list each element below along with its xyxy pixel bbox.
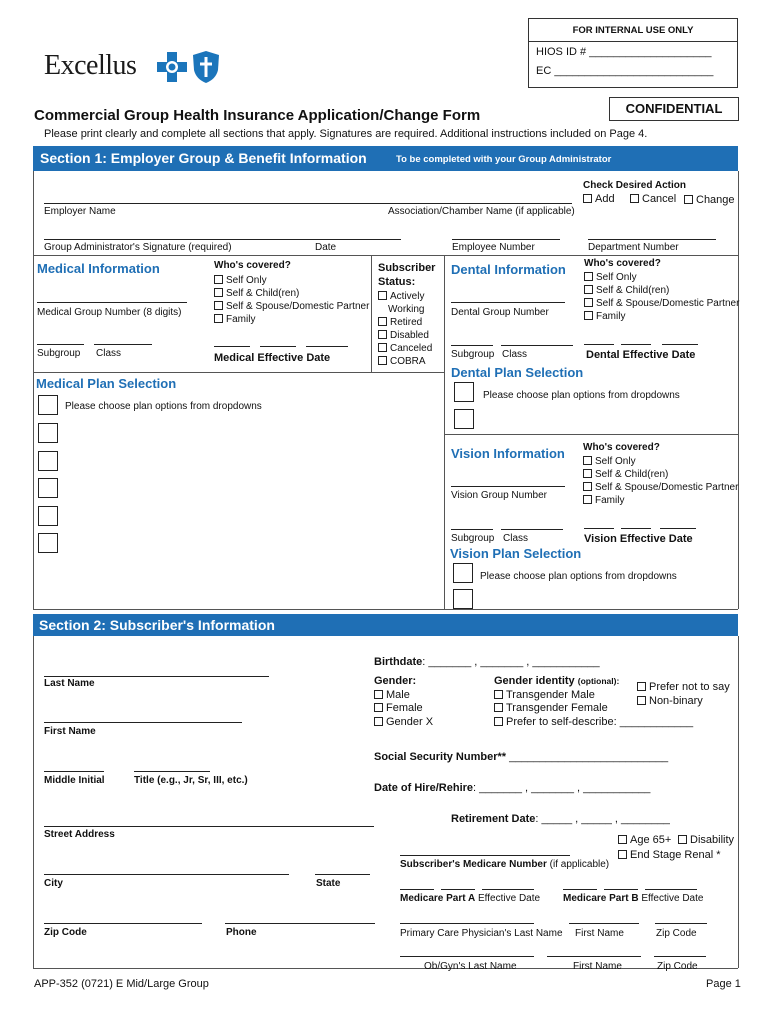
dental-group-number-label: Dental Group Number (451, 307, 549, 318)
checkbox[interactable] (618, 835, 627, 844)
medical-effective-date: Medical Effective Date (214, 352, 331, 364)
city-label: City (44, 878, 63, 889)
phone-label: Phone (226, 927, 257, 938)
pcp-zip-label: Zip Code (656, 928, 697, 939)
checkbox[interactable] (214, 314, 223, 323)
medical-group-number-label: Medical Group Number (8 digits) (37, 307, 182, 318)
checkbox[interactable] (374, 690, 383, 699)
retirement-date-field[interactable]: Retirement Date: _____ , _____ , ________ (451, 813, 670, 825)
birthdate-field[interactable]: Birthdate: _______ , _______ , ___________ (374, 656, 600, 668)
action-add[interactable]: Add (583, 193, 615, 205)
vision-coverage-options (583, 455, 738, 507)
dental-info-title: Dental Information (451, 262, 566, 277)
medical-option-self-spouse[interactable]: Self & Spouse/Domestic Partner (214, 300, 369, 313)
gender-female[interactable]: Female (374, 702, 433, 716)
internal-use-box (528, 18, 738, 88)
action-change[interactable]: Change (684, 194, 735, 206)
section1-title: Section 1: Employer Group & Benefit Information (40, 150, 367, 166)
dental-option-self-spouse[interactable]: Self & Spouse/Domestic Partner (584, 297, 739, 310)
blue-cross-icon (155, 50, 189, 84)
ssn-field[interactable]: Social Security Number** __________________________ (374, 751, 669, 763)
checkbox[interactable] (583, 495, 592, 504)
medicare-part-b-label: Medicare Part B Effective Date (563, 893, 704, 904)
checkbox[interactable] (378, 330, 387, 339)
vision-plan-dropdown-1[interactable] (453, 563, 473, 583)
dental-option-self[interactable]: Self Only (584, 271, 739, 284)
state-label: State (316, 878, 341, 889)
medicare-part-a-label: Medicare Part A Effective Date (400, 893, 541, 904)
vision-subgroup-label: Subgroup (451, 533, 495, 544)
subscriber-status-title: Subscriber Status: (378, 262, 436, 288)
medicare-reason-age[interactable]: Age 65+ (618, 834, 671, 846)
medical-plan-dropdown-2[interactable] (38, 423, 58, 443)
status-canceled[interactable]: Canceled (378, 342, 432, 355)
dental-option-self-children[interactable]: Self & Child(ren) (584, 284, 739, 297)
medicare-reason-disability[interactable]: Disability (678, 834, 734, 846)
dental-class-label: Class (502, 349, 528, 360)
checkbox[interactable] (378, 317, 387, 326)
vision-option-self[interactable]: Self Only (583, 455, 738, 468)
checkbox[interactable] (618, 850, 627, 859)
medical-coverage-options (214, 274, 369, 326)
checkbox[interactable] (374, 717, 383, 726)
admin-signature-label: Group Administrator's Signature (required) (44, 242, 232, 253)
subscriber-status-options: Actively Working Retired Disabled Canceled COBRA (378, 290, 432, 368)
checkbox[interactable] (378, 356, 387, 365)
checkbox[interactable] (583, 194, 592, 203)
dental-plan-hint: Please choose plan options from dropdowns (483, 390, 680, 401)
medical-plan-dropdown-6[interactable] (38, 533, 58, 553)
medical-plan-dropdown-4[interactable] (38, 478, 58, 498)
association-label: Association/Chamber Name (if applicable) (388, 206, 575, 217)
medical-whos-covered: Who's covered? (214, 260, 291, 271)
form-title: Commercial Group Health Insurance Application/Change Form (34, 107, 481, 124)
checkbox[interactable] (630, 194, 639, 203)
checkbox[interactable] (374, 703, 383, 712)
medical-plan-hint: Please choose plan options from dropdowns (65, 401, 262, 412)
dental-coverage-options (584, 271, 739, 323)
signature-date-label: Date (315, 242, 337, 253)
vision-plan-hint: Please choose plan options from dropdowns (480, 571, 677, 582)
checkbox[interactable] (584, 298, 593, 307)
medicare-reason-esrd[interactable]: End Stage Renal * (618, 849, 721, 861)
status-cobra[interactable]: COBRA (378, 355, 432, 368)
checkbox[interactable] (494, 717, 503, 726)
vision-group-number-label: Vision Group Number (451, 490, 547, 501)
medical-plan-dropdown-1[interactable] (38, 395, 58, 415)
street-address-label: Street Address (44, 829, 115, 840)
checkbox[interactable] (378, 291, 387, 300)
section2-header (33, 614, 738, 636)
checkbox[interactable] (678, 835, 687, 844)
action-cancel[interactable]: Cancel (630, 193, 676, 205)
checkbox[interactable] (684, 195, 693, 204)
dental-subgroup-label: Subgroup (451, 349, 495, 360)
blue-shield-icon (191, 50, 221, 84)
medical-subgroup-label: Subgroup (37, 348, 81, 359)
ec-field[interactable]: EC __________________________ (536, 65, 714, 77)
instructions: Please print clearly and complete all sections that apply. Signatures are required. Additional instructions included on Page 4. (44, 128, 648, 140)
gender-identity-right-options (637, 681, 730, 708)
checkbox[interactable] (583, 456, 592, 465)
vision-option-self-spouse[interactable]: Self & Spouse/Domestic Partner (583, 481, 738, 494)
medical-option-self-children[interactable]: Self & Child(ren) (214, 287, 369, 300)
vision-effective-date: Vision Effective Date (584, 533, 693, 545)
employee-number-label: Employee Number (452, 242, 535, 253)
vision-plan-selection-title: Vision Plan Selection (450, 546, 582, 561)
vision-whos-covered: Who's covered? (583, 442, 660, 453)
checkbox[interactable] (214, 301, 223, 310)
hire-date-field[interactable]: Date of Hire/Rehire: _______ , _______ , ___________ (374, 782, 651, 794)
excellus-logo (44, 50, 136, 82)
dental-whos-covered: Who's covered? (584, 258, 661, 269)
department-number-label: Department Number (588, 242, 679, 253)
obgyn-last-name-label: Ob/Gyn's Last Name (424, 961, 517, 972)
checkbox[interactable] (584, 285, 593, 294)
checkbox[interactable] (494, 690, 503, 699)
checkbox[interactable] (214, 275, 223, 284)
checkbox[interactable] (584, 272, 593, 281)
section1-header (33, 146, 738, 171)
obgyn-first-name-label: First Name (573, 961, 622, 972)
status-retired[interactable]: Retired (378, 316, 432, 329)
first-name-label: First Name (44, 726, 96, 737)
status-disabled[interactable]: Disabled (378, 329, 432, 342)
last-name-label: Last Name (44, 678, 95, 689)
medical-info-title: Medical Information (37, 261, 160, 276)
obgyn-zip-label: Zip Code (657, 961, 698, 972)
checkbox[interactable] (637, 696, 646, 705)
vision-class-label: Class (503, 533, 529, 544)
gender-male[interactable]: Male (374, 689, 433, 703)
medical-option-self[interactable]: Self Only (214, 274, 369, 287)
checkbox[interactable] (583, 482, 592, 491)
medical-option-family[interactable]: Family (214, 313, 369, 326)
pcp-last-name-label: Primary Care Physician's Last Name (400, 928, 563, 939)
gi-transgender-female[interactable]: Transgender Female (494, 702, 693, 716)
gi-self-describe[interactable]: Prefer to self-describe: ____________ (494, 716, 693, 730)
checkbox[interactable] (637, 682, 646, 691)
dental-plan-dropdown-1[interactable] (454, 382, 474, 402)
page-number: Page 1 (706, 978, 741, 990)
dental-plan-dropdown-2[interactable] (454, 409, 474, 429)
vision-option-family[interactable]: Family (583, 494, 738, 507)
checkbox[interactable] (378, 343, 387, 352)
gender-x[interactable]: Gender X (374, 716, 433, 730)
middle-initial-label: Middle Initial (44, 775, 105, 786)
status-actively-working[interactable]: Actively (378, 290, 432, 303)
gender-identity-group: Gender identity (optional): Transgender Male Transgender Female Prefer to self-describe: ____________ (494, 675, 694, 728)
employer-name-label: Employer Name (44, 206, 116, 217)
medical-plan-dropdown-3[interactable] (38, 451, 58, 471)
gi-non-binary[interactable]: Non-binary (637, 695, 730, 709)
section2-title: Section 2: Subscriber's Information (39, 617, 275, 633)
internal-use-label: FOR INTERNAL USE ONLY (572, 25, 694, 36)
section1-subtitle: To be completed with your Group Administrator (396, 154, 612, 165)
vision-option-self-children[interactable]: Self & Child(ren) (583, 468, 738, 481)
zip-code-label: Zip Code (44, 927, 87, 938)
gender-group: Gender: Male Female Gender X (374, 675, 434, 728)
vision-plan-dropdown-2[interactable] (453, 589, 473, 609)
hios-id-field[interactable]: HIOS ID # ____________________ (536, 46, 712, 58)
checkbox[interactable] (494, 703, 503, 712)
pcp-first-name-label: First Name (575, 928, 624, 939)
confidential-badge: CONFIDENTIAL (609, 97, 739, 121)
dental-option-family[interactable]: Family (584, 310, 739, 323)
form-id: APP-352 (0721) E Mid/Large Group (34, 978, 209, 990)
gi-prefer-not[interactable]: Prefer not to say (637, 681, 730, 695)
checkbox[interactable] (214, 288, 223, 297)
logo-wordmark: Excellus (44, 50, 137, 81)
check-desired-action: Check Desired Action (583, 180, 686, 191)
medical-plan-dropdown-5[interactable] (38, 506, 58, 526)
medicare-number-label: Subscriber's Medicare Number (if applicable) (400, 859, 610, 870)
medical-plan-selection-title: Medical Plan Selection (36, 376, 177, 391)
vision-info-title: Vision Information (451, 446, 565, 461)
title-suffix-label: Title (e.g., Jr, Sr, III, etc.) (134, 775, 248, 786)
dental-plan-selection-title: Dental Plan Selection (451, 365, 584, 380)
gi-transgender-male[interactable]: Transgender Male (494, 689, 693, 703)
medical-class-label: Class (96, 348, 122, 359)
checkbox[interactable] (584, 311, 593, 320)
checkbox[interactable] (583, 469, 592, 478)
dental-effective-date: Dental Effective Date (586, 349, 696, 361)
